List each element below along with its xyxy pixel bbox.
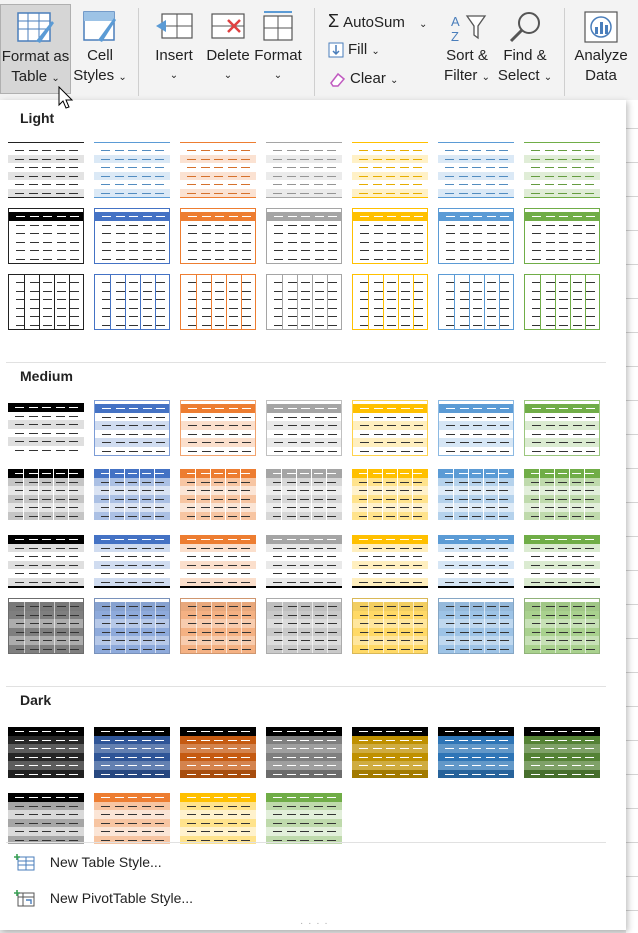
svg-text:A: A: [451, 14, 460, 29]
cell-styles-button[interactable]: [72, 4, 128, 94]
cell-styles-label1: Cell: [87, 47, 113, 64]
table-style-swatch[interactable]: [438, 598, 514, 654]
clear-label: Clear: [350, 70, 386, 87]
format-cells-icon: [258, 10, 298, 44]
table-style-swatch[interactable]: [94, 532, 170, 588]
find-select-icon: [505, 10, 545, 44]
format-as-table-icon: [16, 11, 56, 45]
table-style-swatch[interactable]: [180, 208, 256, 264]
table-style-swatch[interactable]: [94, 724, 170, 780]
table-style-swatch[interactable]: [352, 466, 428, 522]
table-style-swatch[interactable]: [180, 598, 256, 654]
table-style-swatch[interactable]: [266, 274, 342, 330]
chevron-down-icon: ⌄: [169, 70, 179, 81]
delete-button[interactable]: [202, 4, 254, 94]
section-label-light: Light: [20, 110, 55, 126]
clear-icon: [328, 71, 346, 87]
section-label-dark: Dark: [20, 692, 52, 708]
table-style-swatch[interactable]: [8, 400, 84, 456]
table-style-swatch[interactable]: [524, 274, 600, 330]
table-style-swatch[interactable]: [8, 142, 84, 198]
format-label: Format: [254, 47, 302, 64]
table-style-swatch[interactable]: [524, 724, 600, 780]
table-style-swatch[interactable]: [180, 532, 256, 588]
insert-button[interactable]: [148, 4, 200, 94]
table-style-swatch[interactable]: [266, 466, 342, 522]
table-style-swatch[interactable]: [180, 274, 256, 330]
table-style-swatch[interactable]: [266, 400, 342, 456]
clear-button[interactable]: [328, 68, 398, 90]
section-separator: [6, 686, 606, 687]
find-select-button[interactable]: [496, 4, 554, 94]
table-style-swatch[interactable]: [524, 598, 600, 654]
table-style-swatch[interactable]: [180, 790, 256, 846]
group-separator: [314, 8, 315, 96]
mouse-cursor-icon: [58, 86, 74, 110]
table-style-swatch[interactable]: [352, 532, 428, 588]
table-style-swatch[interactable]: [266, 532, 342, 588]
fill-icon: [328, 42, 344, 58]
chevron-down-icon: ⌄: [543, 72, 553, 83]
cell-styles-icon: [80, 10, 120, 44]
table-style-gallery: [0, 100, 626, 930]
table-style-swatch[interactable]: [94, 790, 170, 846]
table-style-swatch[interactable]: [524, 466, 600, 522]
autosum-button[interactable]: [328, 10, 427, 32]
table-style-swatch[interactable]: [94, 466, 170, 522]
table-style-swatch[interactable]: [8, 466, 84, 522]
table-style-swatch[interactable]: [352, 208, 428, 264]
table-style-swatch[interactable]: [524, 532, 600, 588]
table-style-swatch[interactable]: [352, 724, 428, 780]
table-style-swatch[interactable]: [266, 208, 342, 264]
chevron-down-icon: ⌄: [371, 46, 380, 57]
new-pivot-style-item[interactable]: [14, 886, 193, 910]
table-style-swatch[interactable]: [438, 400, 514, 456]
format-as-table-label2: Table: [11, 68, 48, 85]
table-style-swatch[interactable]: [180, 466, 256, 522]
svg-text:Z: Z: [451, 29, 459, 44]
format-as-table-label1: Format as: [1, 48, 70, 65]
table-style-swatch[interactable]: [352, 274, 428, 330]
fill-label: Fill: [348, 41, 368, 58]
new-table-style-item[interactable]: [14, 850, 162, 874]
autosum-label: AutoSum: [343, 14, 405, 31]
new-table-style-label: New Table Style...: [49, 854, 162, 870]
find-select-label1: Find &: [503, 47, 547, 64]
chevron-down-icon: ⌄: [118, 72, 127, 83]
chevron-down-icon: ⌄: [481, 72, 490, 83]
table-style-swatch[interactable]: [266, 142, 342, 198]
delete-cells-icon: [208, 10, 248, 44]
group-separator: [138, 8, 139, 96]
table-style-swatch[interactable]: [438, 466, 514, 522]
section-separator: [6, 362, 606, 363]
chevron-down-icon: ⌄: [390, 75, 399, 86]
table-style-swatch[interactable]: [94, 400, 170, 456]
resize-grip-icon[interactable]: · · · ·: [300, 918, 329, 929]
table-style-swatch[interactable]: [438, 208, 514, 264]
table-style-swatch[interactable]: [8, 724, 84, 780]
table-style-swatch[interactable]: [352, 400, 428, 456]
sort-filter-icon: [447, 10, 487, 44]
table-style-swatch[interactable]: [94, 208, 170, 264]
autosum-icon: Σ: [328, 11, 340, 31]
table-style-swatch[interactable]: [438, 274, 514, 330]
analyze-data-icon: [581, 10, 621, 44]
table-style-swatch[interactable]: [8, 532, 84, 588]
table-style-swatch[interactable]: [438, 724, 514, 780]
sort-filter-label2: Filter: [444, 67, 478, 84]
format-button[interactable]: [254, 4, 302, 94]
table-style-swatch[interactable]: [266, 790, 342, 846]
new-table-style-icon: [14, 854, 36, 872]
format-as-table-button[interactable]: [0, 4, 71, 94]
table-style-swatch[interactable]: [180, 400, 256, 456]
table-style-swatch[interactable]: [94, 598, 170, 654]
table-style-swatch[interactable]: [438, 142, 514, 198]
chevron-down-icon: ⌄: [273, 70, 283, 81]
analyze-label2: Data: [585, 67, 617, 84]
chevron-down-icon: ⌄: [419, 19, 428, 30]
menu-separator: [6, 842, 606, 843]
analyze-data-button[interactable]: [570, 4, 632, 94]
chevron-down-icon: ⌄: [223, 70, 233, 81]
cell-styles-label2: Styles: [73, 67, 115, 84]
table-style-swatch[interactable]: [180, 142, 256, 198]
delete-label: Delete: [206, 47, 250, 64]
chevron-down-icon: ⌄: [51, 73, 60, 84]
table-style-swatch[interactable]: [8, 598, 84, 654]
table-style-swatch[interactable]: [8, 208, 84, 264]
new-pivot-style-icon: [14, 890, 36, 908]
insert-label: Insert: [155, 47, 193, 64]
sort-filter-label1: Sort &: [446, 47, 488, 64]
fill-button[interactable]: [328, 39, 380, 61]
ribbon: [0, 0, 638, 100]
table-style-swatch[interactable]: [180, 724, 256, 780]
table-style-swatch[interactable]: [524, 400, 600, 456]
table-style-swatch[interactable]: [524, 142, 600, 198]
insert-cells-icon: [154, 10, 194, 44]
sort-filter-button[interactable]: [442, 4, 492, 94]
table-style-swatch[interactable]: [266, 598, 342, 654]
worksheet-edge: [626, 100, 638, 933]
table-style-swatch[interactable]: [266, 724, 342, 780]
table-style-swatch[interactable]: [352, 142, 428, 198]
new-pivot-style-label: New PivotTable Style...: [49, 890, 194, 906]
group-separator: [564, 8, 565, 96]
section-label-medium: Medium: [20, 368, 73, 384]
table-style-swatch[interactable]: [94, 142, 170, 198]
table-style-swatch[interactable]: [8, 274, 84, 330]
table-style-swatch[interactable]: [8, 790, 84, 846]
table-style-swatch[interactable]: [438, 532, 514, 588]
analyze-label1: Analyze: [574, 47, 628, 64]
table-style-swatch[interactable]: [352, 598, 428, 654]
find-select-label2: Select: [497, 67, 540, 84]
table-style-swatch[interactable]: [94, 274, 170, 330]
table-style-swatch[interactable]: [524, 208, 600, 264]
